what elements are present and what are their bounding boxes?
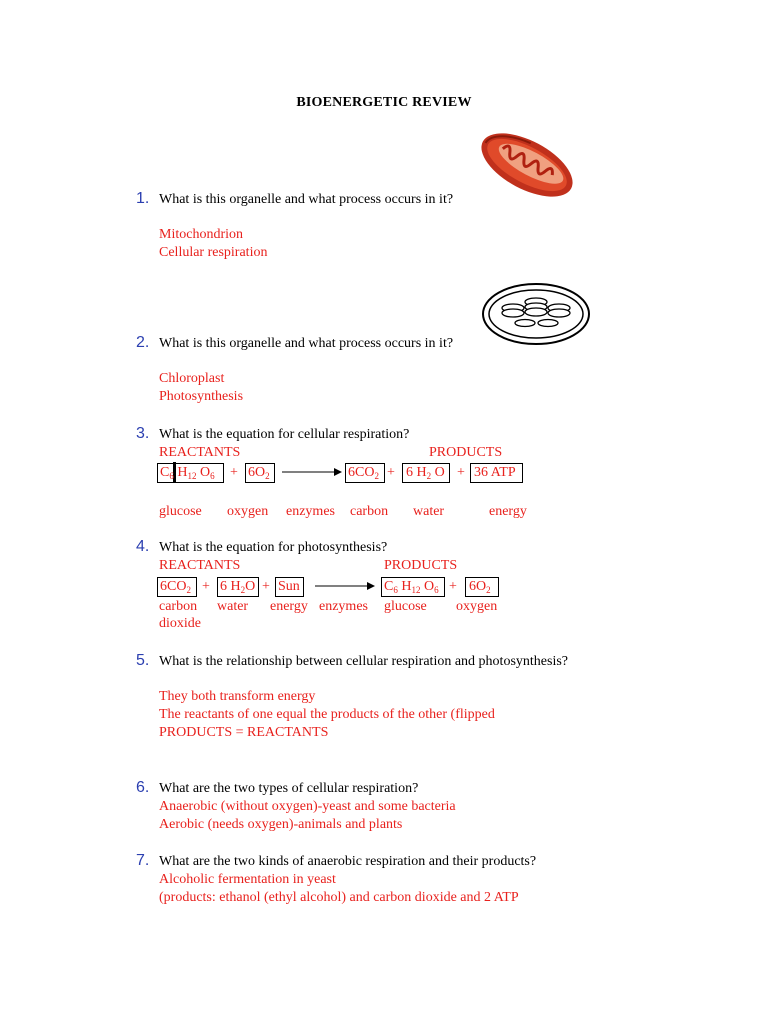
mitochondrion-image (472, 125, 582, 205)
plus-1: + (230, 465, 238, 480)
question-number-7: 7. (136, 852, 150, 869)
label-carbon-4: carbon (159, 599, 198, 614)
sun-label: Sun (278, 579, 300, 594)
products-label-3: PRODUCTS (429, 445, 503, 460)
question-text-1: What is this organelle and what process occurs in it? (159, 192, 454, 207)
plus-4a: + (202, 579, 210, 594)
reactants-label-4: REACTANTS (159, 558, 241, 573)
answer-6-line-2: Aerobic (needs oxygen)-animals and plants (159, 817, 403, 832)
atp-formula: 36 ATP (474, 465, 516, 480)
question-text-5: What is the relationship between cellular respiration and photosynthesis? (159, 654, 568, 669)
question-number-2: 2. (136, 334, 150, 351)
co2-formula-4: $6CO_2$ (160, 579, 191, 595)
label-enzymes-4: enzymes (319, 599, 368, 614)
question-text-7: What are the two kinds of anaerobic respiration and their products? (159, 854, 537, 869)
question-text-4: What is the equation for photosynthesis? (159, 540, 388, 555)
answer-5-line-2: The reactants of one equal the products of the other (flipped (159, 707, 495, 722)
question-text-6: What are the two types of cellular respiration? (159, 781, 419, 796)
label-water-4: water (217, 599, 249, 614)
glucose-formula: $C_6$ $H_{12}$ $O_6$ (160, 465, 215, 481)
question-number-3: 3. (136, 425, 150, 442)
answer-1-line-2: Cellular respiration (159, 245, 268, 260)
glucose-formula-4: $C_6$ $H_{12}$ $O_6$ (384, 579, 439, 595)
reactants-label-3: REACTANTS (159, 445, 241, 460)
plus-4b: + (262, 579, 270, 594)
label-glucose-4: glucose (384, 599, 427, 614)
answer-2-line-2: Photosynthesis (159, 389, 244, 404)
answer-7-line-1: Alcoholic fermentation in yeast (159, 872, 336, 887)
page-title: BIOENERGETIC REVIEW (296, 95, 472, 110)
plus-4c: + (449, 579, 457, 594)
plus-2: + (387, 465, 395, 480)
water-formula: 6 $H_2$ O (406, 465, 445, 481)
plus-3: + (457, 465, 465, 480)
label-dioxide-4: dioxide (159, 616, 201, 631)
answer-5-line-3: PRODUCTS = REACTANTS (159, 725, 329, 740)
label-glucose: glucose (159, 504, 202, 519)
water-formula-4: 6 $H_2O$ (220, 579, 256, 595)
reaction-arrow-4 (315, 579, 375, 593)
label-energy: energy (489, 504, 527, 519)
question-number-1: 1. (136, 190, 150, 207)
question-text-2: What is this organelle and what process occurs in it? (159, 336, 454, 351)
answer-2-line-1: Chloroplast (159, 371, 225, 386)
answer-6-line-1: Anaerobic (without oxygen)-yeast and some bacteria (159, 799, 456, 814)
question-number-4: 4. (136, 538, 150, 555)
oxygen-formula: $6O_2$ (248, 465, 270, 481)
label-energy-4: energy (270, 599, 308, 614)
co2-formula: $6CO_2$ (348, 465, 379, 481)
question-text-3: What is the equation for cellular respiration? (159, 427, 410, 442)
label-carbon: carbon (350, 504, 389, 519)
products-label-4: PRODUCTS (384, 558, 458, 573)
label-oxygen: oxygen (227, 504, 269, 519)
answer-5-line-1: They both transform energy (159, 689, 316, 704)
answer-7-line-2: (products: ethanol (ethyl alcohol) and carbon dioxide and 2 ATP (159, 890, 519, 905)
label-enzymes: enzymes (286, 504, 335, 519)
label-oxygen-4: oxygen (456, 599, 498, 614)
reaction-arrow-3 (282, 465, 342, 479)
question-number-6: 6. (136, 779, 150, 796)
answer-1-line-1: Mitochondrion (159, 227, 243, 242)
label-water: water (413, 504, 445, 519)
oxygen-formula-4: $6O_2$ (469, 579, 491, 595)
chloroplast-image (480, 280, 592, 348)
question-number-5: 5. (136, 652, 150, 669)
